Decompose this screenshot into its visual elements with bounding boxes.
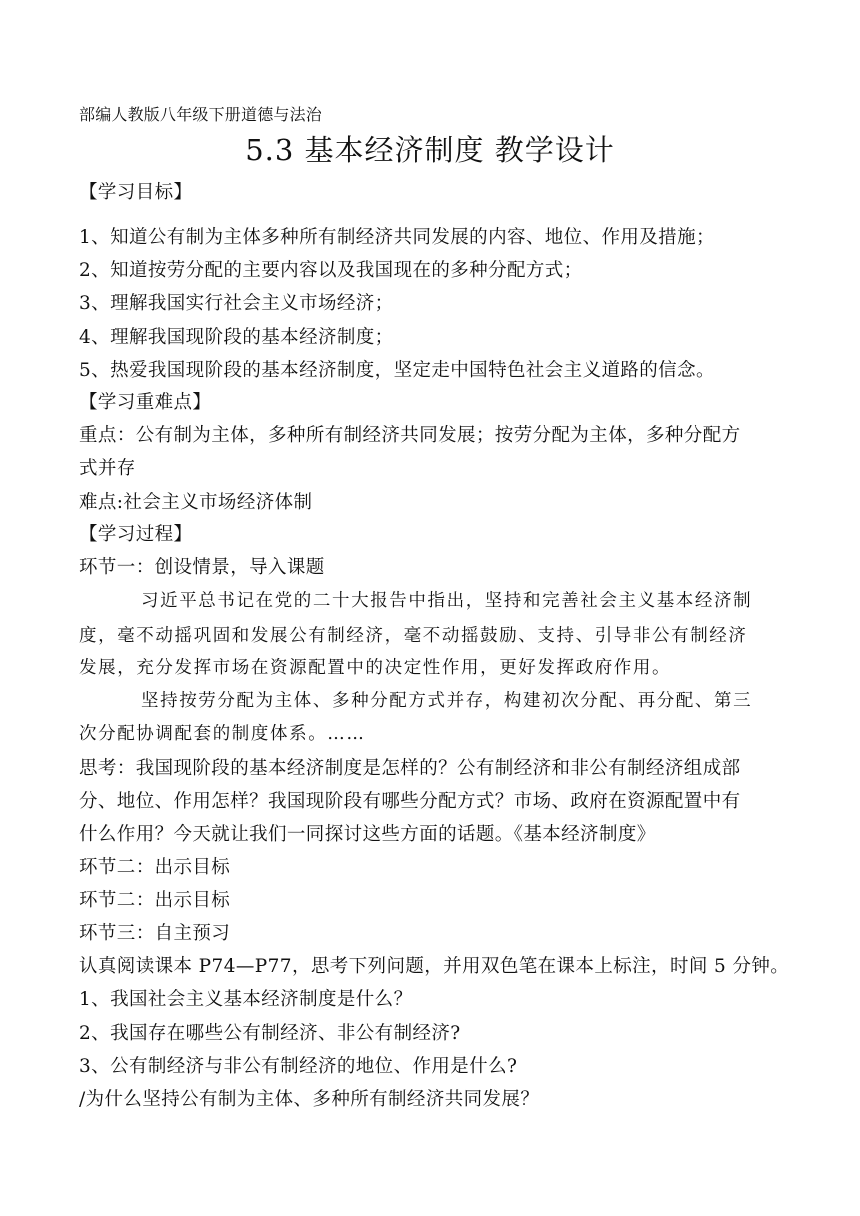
think-paragraph: 分、地位、作用怎样？我国现阶段有哪些分配方式？市场、政府在资源配置中有 xyxy=(79,791,741,812)
goal-item: 2、知道按劳分配的主要内容以及我国现在的多种分配方式； xyxy=(79,260,583,281)
quote-paragraph: 习近平总书记在党的二十大报告中指出，坚持和完善社会主义基本经济制 xyxy=(141,591,753,611)
goals-heading: 【学习目标】 xyxy=(79,182,193,203)
question-item: /为什么坚持公有制为主体、多种所有制经济共同发展？ xyxy=(79,1089,540,1110)
key-point-text: 重点：公有制为主体，多种所有制经济共同发展；按劳分配为主体，多种分配方 xyxy=(79,425,741,446)
question-item: 1、我国社会主义基本经济制度是什么？ xyxy=(79,989,413,1010)
think-paragraph: 思考：我国现阶段的基本经济制度是怎样的？公有制经济和非公有制经济组成部 xyxy=(79,758,741,779)
goal-item: 5、热爱我国现阶段的基本经济制度，坚定走中国特色社会主义道路的信念。 xyxy=(79,360,715,381)
step-heading: 环节二：出示目标 xyxy=(79,857,231,878)
quote-paragraph: 发展，充分发挥市场在资源配置中的决定性作用，更好发挥政府作用。 xyxy=(79,658,672,678)
goal-item: 1、知道公有制为主体多种所有制经济共同发展的内容、地位、作用及措施； xyxy=(79,227,715,248)
quote-paragraph: 坚持按劳分配为主体、多种分配方式并存，构建初次分配、再分配、第三 xyxy=(141,691,753,711)
question-item: 2、我国存在哪些公有制经济、非公有制经济? xyxy=(79,1023,461,1044)
goal-item: 4、理解我国现阶段的基本经济制度； xyxy=(79,327,394,348)
step-heading: 环节三：自主预习 xyxy=(79,923,231,944)
quote-paragraph: 度，毫不动摇巩固和发展公有制经济，毫不动摇鼓励、支持、引导非公有制经济 xyxy=(79,626,748,646)
document-title: 5.3 基本经济制度 教学设计 xyxy=(245,133,615,167)
instruction-text: 认真阅读课本 P74—P77，思考下列问题，并用双色笔在课本上标注，时间 5 分钟。 xyxy=(79,956,790,977)
key-points-heading: 【学习重难点】 xyxy=(79,392,212,413)
step-heading: 环节二：出示目标 xyxy=(79,890,231,911)
goal-item: 3、理解我国实行社会主义市场经济； xyxy=(79,293,394,314)
question-item: 3、公有制经济与非公有制经济的地位、作用是什么? xyxy=(79,1056,518,1077)
difficulty-text: 难点:社会主义市场经济体制 xyxy=(79,492,313,513)
document-subtitle: 部编人教版八年级下册道德与法治 xyxy=(79,105,323,124)
quote-paragraph: 次分配协调配套的制度体系。…… xyxy=(79,724,366,744)
think-paragraph: 什么作用？今天就让我们一同探讨这些方面的话题。《基本经济制度》 xyxy=(79,824,656,845)
key-point-text: 式并存 xyxy=(79,458,136,479)
step-heading: 环节一：创设情景，导入课题 xyxy=(79,557,325,578)
process-heading: 【学习过程】 xyxy=(79,524,193,545)
